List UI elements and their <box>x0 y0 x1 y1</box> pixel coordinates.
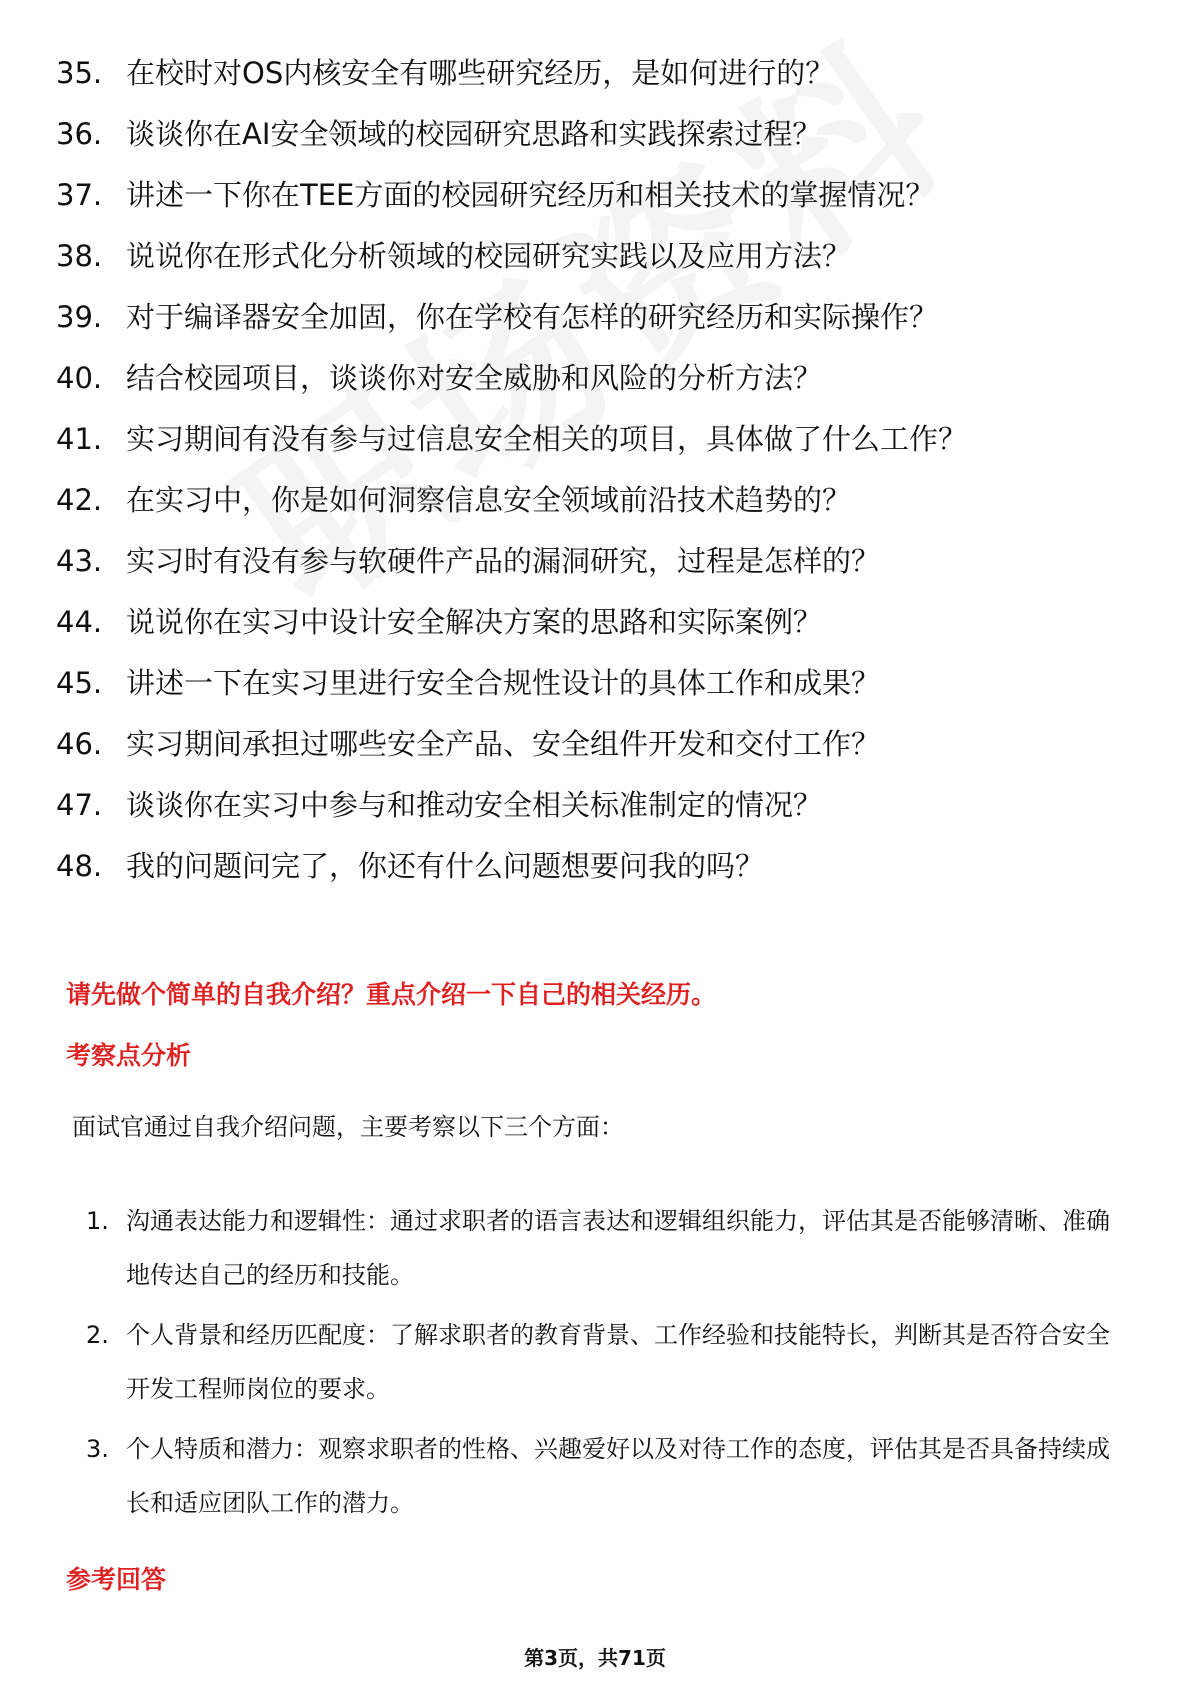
list-item <box>56 235 1136 277</box>
item-text: 个人特质和潜力：观察求职者的性格、兴趣爱好以及对待工作的态度，评估其是否具备持续成长和适应团队工作的潜力。 <box>126 1435 1110 1517</box>
item-number: 44. <box>56 605 103 639</box>
item-number: 45. <box>56 666 103 700</box>
item-number: 3. <box>86 1435 109 1463</box>
item-text: 说说你在实习中设计安全解决方案的思路和实际案例？ <box>126 605 823 639</box>
question-list <box>56 52 1136 906</box>
item-number: 47. <box>56 788 103 822</box>
item-number: 37. <box>56 178 103 212</box>
item-text: 实习时有没有参与软硬件产品的漏洞研究，过程是怎样的？ <box>126 544 881 578</box>
item-number: 38. <box>56 239 103 273</box>
list-item <box>86 1308 1126 1416</box>
answer-heading: 参考回答 <box>66 1565 167 1594</box>
analysis-list <box>86 1194 1126 1536</box>
item-text: 讲述一下在实习里进行安全合规性设计的具体工作和成果？ <box>126 666 881 700</box>
page-number: 第3页，共71页 <box>524 1646 666 1670</box>
item-number: 48. <box>56 849 103 883</box>
list-item <box>56 357 1136 399</box>
item-text: 在实习中，你是如何洞察信息安全领域前沿技术趋势的？ <box>126 483 852 517</box>
analysis-heading: 考察点分析 <box>66 1041 192 1070</box>
list-item <box>56 601 1136 643</box>
item-text: 讲述一下你在TEE方面的校园研究经历和相关技术的掌握情况？ <box>126 178 935 212</box>
item-text: 实习期间有没有参与过信息安全相关的项目，具体做了什么工作？ <box>126 422 968 456</box>
section-question-heading: 请先做个简单的自我介绍？重点介绍一下自己的相关经历。 <box>66 980 717 1009</box>
list-item <box>56 662 1136 704</box>
list-item <box>56 479 1136 521</box>
list-item <box>56 174 1136 216</box>
list-item <box>56 296 1136 338</box>
item-number: 43. <box>56 544 103 578</box>
item-text: 说说你在形式化分析领域的校园研究实践以及应用方法？ <box>126 239 852 273</box>
list-item <box>86 1422 1126 1530</box>
item-text: 对于编译器安全加固，你在学校有怎样的研究经历和实际操作？ <box>126 300 939 334</box>
list-item <box>56 418 1136 460</box>
item-text: 谈谈你在实习中参与和推动安全相关标准制定的情况？ <box>126 788 823 822</box>
item-text: 我的问题问完了，你还有什么问题想要问我的吗？ <box>126 849 765 883</box>
list-item <box>56 723 1136 765</box>
list-item <box>56 540 1136 582</box>
list-item <box>56 845 1136 887</box>
item-number: 42. <box>56 483 103 517</box>
list-item <box>56 113 1136 155</box>
list-item <box>56 784 1136 826</box>
item-text: 个人背景和经历匹配度：了解求职者的教育背景、工作经验和技能特长，判断其是否符合安全开发工程师岗位的要求。 <box>126 1321 1110 1403</box>
item-number: 40. <box>56 361 103 395</box>
item-text: 在校时对OS内核安全有哪些研究经历，是如何进行的？ <box>126 56 835 90</box>
item-number: 46. <box>56 727 103 761</box>
item-number: 36. <box>56 117 103 151</box>
list-item <box>56 52 1136 94</box>
item-number: 41. <box>56 422 103 456</box>
item-number: 1. <box>86 1207 109 1235</box>
list-item <box>86 1194 1126 1302</box>
item-text: 沟通表达能力和逻辑性：通过求职者的语言表达和逻辑组织能力，评估其是否能够清晰、准确地传达自己的经历和技能。 <box>126 1207 1110 1289</box>
intro-paragraph: 面试官通过自我介绍问题，主要考察以下三个方面： <box>72 1113 624 1141</box>
item-text: 谈谈你在AI安全领域的校园研究思路和实践探索过程？ <box>126 117 822 151</box>
item-text: 结合校园项目，谈谈你对安全威胁和风险的分析方法？ <box>126 361 823 395</box>
item-number: 39. <box>56 300 103 334</box>
item-text: 实习期间承担过哪些安全产品、安全组件开发和交付工作？ <box>126 727 881 761</box>
item-number: 35. <box>56 56 103 90</box>
item-number: 2. <box>86 1321 109 1349</box>
